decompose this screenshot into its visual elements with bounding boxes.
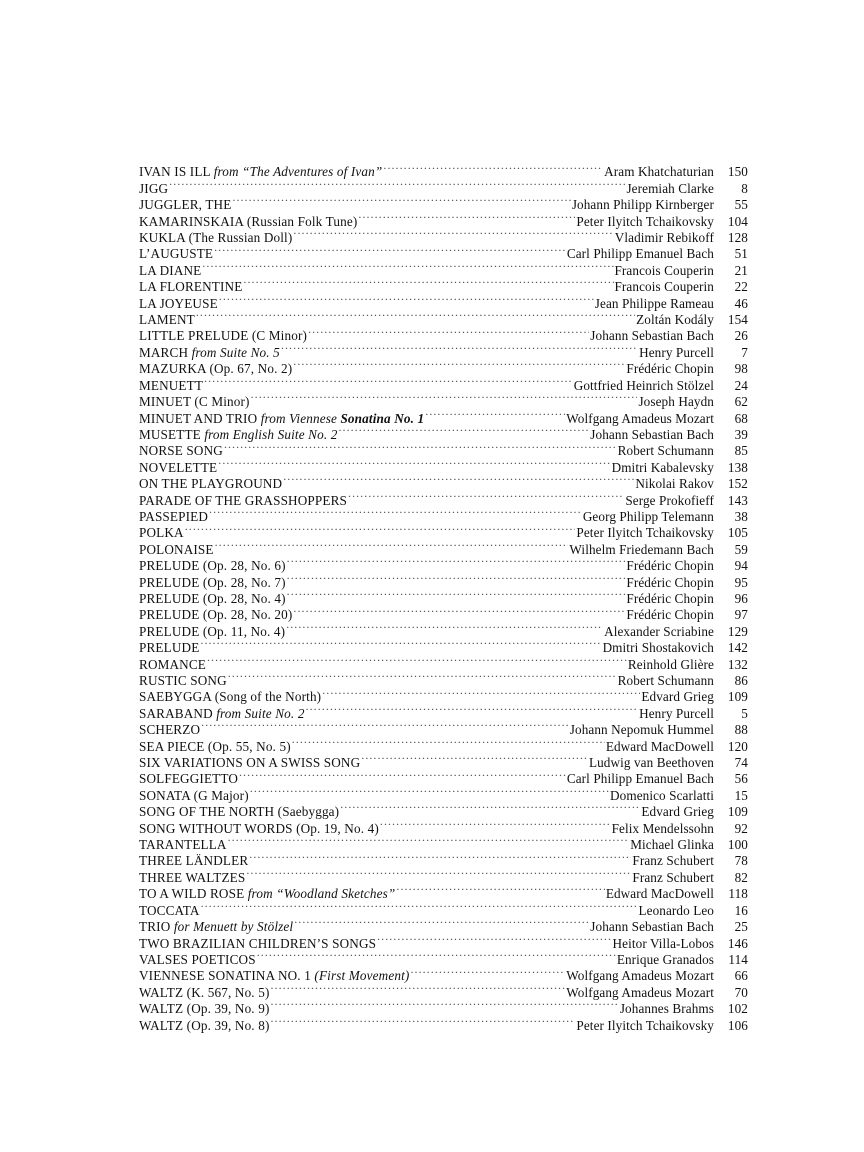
dot-leader (218, 455, 610, 471)
dot-leader (215, 537, 569, 553)
entry-composer: Domenico Scarlatti (610, 787, 714, 803)
dot-leader (196, 308, 635, 324)
entry-title (139, 919, 293, 935)
entry-title (139, 952, 256, 968)
entry-title-source: for Menuett by Stölzel (173, 919, 294, 935)
entry-composer: Heitor Villa-Lobos (612, 935, 714, 951)
entry-title-main: PASSEPIED (139, 508, 209, 524)
entry-title-main: PRELUDE (Op. 28, No. 20) (139, 607, 293, 623)
entry-page-number: 82 (734, 869, 748, 885)
entry-title-main: PRELUDE (Op. 11, No. 4) (139, 623, 286, 639)
entry-page-number: 46 (734, 295, 748, 311)
entry-page-number: 106 (727, 1017, 748, 1033)
entry-page-number: 38 (734, 508, 748, 524)
entry-title-main: VIENNESE SONATINA NO. 1 (139, 968, 315, 984)
entry-title-main: SEA PIECE (Op. 55, No. 5) (139, 738, 291, 754)
entry-page-number: 7 (741, 344, 748, 360)
entry-page-number: 129 (727, 623, 748, 639)
entry-composer: Francois Couperin (614, 262, 714, 278)
entry-page-number: 95 (734, 574, 748, 590)
entry-page-number: 88 (734, 722, 748, 738)
entry-composer: Henry Purcell (639, 344, 714, 360)
entry-title-main: MAZURKA (Op. 67, No. 2) (139, 361, 293, 377)
entry-title-main: ROMANCE (139, 656, 206, 672)
entry-title (139, 394, 250, 410)
entry-page-number: 114 (728, 951, 748, 967)
entry-composer: Johann Philipp Kirnberger (571, 197, 714, 213)
dot-leader (209, 505, 582, 521)
dot-leader (348, 488, 624, 504)
entry-title-main: SAEBYGGA (Song of the North) (139, 689, 322, 705)
entry-title-source: from Suite No. 5 (191, 344, 280, 360)
dot-leader (287, 554, 626, 570)
entry-title-main: SIX VARIATIONS ON A SWISS SONG (139, 755, 361, 771)
entry-title (139, 197, 231, 213)
entry-page-number: 16 (734, 902, 748, 918)
entry-title-main: POLONAISE (139, 541, 214, 557)
dot-leader (185, 521, 576, 537)
entry-title-main: KAMARINSKAIA (Russian Folk Tune) (139, 213, 358, 229)
entry-title (139, 525, 184, 541)
entry-title-main: NORSE SONG (139, 443, 223, 459)
dot-leader (201, 898, 638, 914)
entry-composer: Franz Schubert (632, 869, 714, 885)
entry-page-number: 5 (741, 705, 748, 721)
entry-composer: Alexander Scriabine (604, 623, 714, 639)
entry-composer: Edvard Grieg (641, 689, 714, 705)
dot-leader (287, 587, 626, 603)
entry-page-number: 100 (727, 837, 748, 853)
entry-title-main: WALTZ (Op. 39, No. 9) (139, 1001, 270, 1017)
entry-composer: Gottfried Heinrich Stölzel (573, 377, 714, 393)
entry-title-main: POLKA (139, 525, 184, 541)
entry-title-main: TWO BRAZILIAN CHILDREN’S SONGS (139, 935, 377, 951)
entry-composer: Enrique Granados (616, 951, 714, 967)
dot-leader (169, 176, 625, 192)
entry-page-number: 92 (734, 820, 748, 836)
dot-leader (292, 734, 605, 750)
entry-composer: Reinhold Glière (627, 656, 714, 672)
entry-page-number: 51 (734, 246, 748, 262)
dot-leader (377, 931, 611, 947)
entry-title (139, 985, 270, 1001)
dot-leader (201, 718, 569, 734)
entry-title (139, 575, 286, 591)
entry-title-main: L’AUGUSTE (139, 246, 214, 262)
dot-leader (383, 160, 603, 176)
entry-page-number: 86 (734, 673, 748, 688)
entry-title (139, 542, 214, 558)
entry-title (139, 771, 238, 787)
entry-composer: Henry Purcell (639, 705, 714, 721)
dot-leader (204, 373, 573, 389)
dot-leader (239, 767, 566, 783)
entry-composer: Wolfgang Amadeus Mozart (566, 968, 714, 984)
entry-title (139, 853, 248, 869)
entry-page-number: 143 (727, 492, 748, 508)
entry-composer: Edward MacDowell (605, 738, 714, 754)
entry-page-number: 15 (734, 787, 748, 803)
entry-page-number: 55 (734, 197, 748, 213)
entry-page-number: 85 (734, 443, 748, 459)
entry-composer: Zoltán Kodály (636, 312, 714, 328)
entry-title-main: PRELUDE (Op. 28, No. 6) (139, 558, 286, 574)
entry-title-main: MINUET AND TRIO (139, 410, 261, 426)
dot-leader (322, 685, 640, 701)
entry-page-number: 138 (727, 459, 748, 475)
entry-page-number: 56 (734, 771, 748, 787)
entry-title-main: SOLFEGGIETTO (139, 771, 238, 787)
dot-leader (340, 800, 640, 816)
entry-page-number: 152 (727, 476, 748, 492)
entry-composer: Frédéric Chopin (626, 558, 714, 574)
entry-composer: Frédéric Chopin (626, 607, 714, 623)
entry-page-number: 26 (734, 328, 748, 344)
entry-title-work: Sonatina No. 1 (340, 410, 425, 426)
entry-composer: Dmitri Kabalevsky (611, 459, 714, 475)
dot-leader (425, 406, 565, 422)
entry-title-main: SARABAND (139, 705, 217, 721)
entry-title (139, 657, 206, 673)
entry-page-number: 146 (727, 935, 748, 951)
entry-page-number: 109 (727, 804, 748, 820)
entry-page-number: 25 (734, 919, 748, 935)
dot-leader (271, 997, 619, 1013)
entry-title-main: PRELUDE (139, 640, 200, 656)
dot-leader (271, 980, 566, 996)
entry-title-main: WALTZ (Op. 39, No. 8) (139, 1017, 270, 1033)
entry-title (139, 788, 249, 804)
entry-page-number: 21 (734, 262, 748, 278)
entry-title (139, 673, 227, 689)
entry-title (139, 804, 339, 820)
dot-leader (287, 570, 626, 586)
entry-page-number: 66 (734, 968, 748, 984)
entry-title-main: SONG OF THE NORTH (Saebygga) (139, 804, 340, 820)
entry-title-main: TARANTELLA (139, 837, 227, 853)
entry-title (139, 591, 286, 607)
entry-composer: Frédéric Chopin (626, 590, 714, 606)
entry-title-main: MENUETT (139, 377, 204, 393)
dot-leader (249, 849, 631, 865)
entry-composer: Jeremiah Clarke (626, 180, 714, 196)
dot-leader (200, 636, 601, 652)
dot-leader (214, 242, 566, 258)
dot-leader (396, 882, 604, 898)
entry-title (139, 263, 201, 279)
entry-composer: Leonardo Leo (638, 902, 714, 918)
entry-composer: Felix Mendelssohn (611, 820, 714, 836)
entry-page-number: 128 (727, 230, 748, 246)
entry-page-number: 59 (734, 541, 748, 557)
entry-title (139, 312, 195, 328)
entry-composer: Robert Schumann (617, 443, 714, 459)
entry-title (139, 181, 168, 197)
entry-title-main: NOVELETTE (139, 459, 218, 475)
dot-leader (243, 275, 613, 291)
entry-page-number: 22 (734, 279, 748, 295)
entry-composer: Francois Couperin (614, 279, 714, 295)
entry-title (139, 1018, 270, 1034)
entry-title-source: from Suite No. 2 (216, 705, 305, 721)
entry-title (139, 689, 321, 705)
index-entry-row (139, 160, 748, 180)
dot-leader (250, 783, 609, 799)
dot-leader (219, 291, 594, 307)
entry-composer: Johann Sebastian Bach (590, 426, 714, 442)
entry-composer: Jean Philippe Rameau (594, 295, 714, 311)
entry-title-main: LA DIANE (139, 262, 202, 278)
dot-leader (228, 669, 617, 685)
entry-composer: Serge Prokofieff (625, 492, 714, 508)
entry-page-number: 74 (734, 755, 748, 771)
index-entry-list (139, 160, 748, 1033)
entry-page-number: 39 (734, 426, 748, 442)
entry-page-number: 98 (734, 361, 748, 377)
dot-leader (308, 324, 589, 340)
entry-title (139, 558, 286, 574)
entry-page-number: 120 (727, 738, 748, 754)
dot-leader (228, 833, 630, 849)
dot-leader (251, 390, 638, 406)
entry-title-main: VALSES POETICOS (139, 951, 256, 967)
dot-leader (281, 340, 638, 356)
entry-title-source: from English Suite No. 2 (204, 426, 338, 442)
entry-title (139, 640, 199, 656)
entry-composer: Dmitri Shostakovich (602, 640, 714, 656)
entry-composer: Georg Philipp Telemann (582, 508, 714, 524)
dot-leader (202, 258, 613, 274)
entry-title (139, 443, 223, 459)
entry-composer: Johann Nepomuk Hummel (569, 722, 714, 738)
entry-title (139, 1001, 270, 1017)
entry-composer: Aram Khatchaturian (604, 164, 714, 180)
entry-composer: Frédéric Chopin (626, 574, 714, 590)
entry-title-main: WALTZ (K. 567, No. 5) (139, 984, 270, 1000)
entry-title (139, 837, 227, 853)
entry-title (139, 903, 200, 919)
dot-leader (207, 652, 627, 668)
entry-title-main: PRELUDE (Op. 28, No. 7) (139, 574, 286, 590)
entry-composer: Peter Ilyitch Tchaikovsky (576, 525, 714, 541)
entry-title (139, 739, 291, 755)
entry-composer: Johannes Brahms (619, 1001, 714, 1017)
entry-composer: Peter Ilyitch Tchaikovsky (576, 213, 714, 229)
dot-leader (286, 619, 603, 635)
dot-leader (358, 209, 575, 225)
entry-title-main: TOCCATA (139, 902, 200, 918)
entry-title (139, 870, 245, 886)
entry-composer: Ludwig van Beethoven (588, 755, 714, 771)
dot-leader (257, 948, 616, 964)
entry-composer: Wilhelm Friedemann Bach (569, 541, 714, 557)
entry-composer: Frédéric Chopin (626, 361, 714, 377)
entry-title-main: MARCH (139, 344, 192, 360)
dot-leader (283, 472, 634, 488)
entry-title (139, 722, 200, 738)
entry-composer: Edward MacDowell (605, 886, 714, 902)
entry-title-main: JUGGLER, THE (139, 197, 232, 213)
entry-title-source: from Viennese (260, 410, 341, 426)
entry-title-main: LITTLE PRELUDE (C Minor) (139, 328, 308, 344)
dot-leader (380, 816, 611, 832)
entry-page-number: 97 (734, 607, 748, 623)
entry-page-number: 78 (734, 853, 748, 869)
entry-title-main: LAMENT (139, 312, 195, 328)
entry-title-main: KUKLA (The Russian Doll) (139, 230, 293, 246)
entry-title-main: TRIO (139, 919, 174, 935)
dot-leader (338, 423, 589, 439)
entry-title-main: JIGG (139, 180, 169, 196)
entry-composer: Nikolai Rakov (635, 476, 714, 492)
entry-composer: Franz Schubert (632, 853, 714, 869)
entry-page-number: 132 (727, 656, 748, 672)
entry-composer: Carl Philipp Emanuel Bach (566, 246, 714, 262)
entry-title-main: SONG WITHOUT WORDS (Op. 19, No. 4) (139, 820, 379, 836)
entry-title-main: IVAN IS ILL (139, 164, 214, 180)
entry-title-source: from “The Adventures of Ivan” (213, 164, 383, 180)
entry-page-number: 94 (734, 558, 748, 574)
dot-leader (224, 439, 617, 455)
entry-page-number: 68 (734, 410, 748, 426)
dot-leader (293, 226, 613, 242)
dot-leader (410, 964, 565, 980)
entry-title-source: from “Woodland Sketches” (247, 886, 396, 902)
entry-composer: Johann Sebastian Bach (590, 919, 714, 935)
entry-page-number: 8 (741, 180, 748, 196)
dot-leader (246, 865, 631, 881)
entry-page-number: 24 (734, 377, 748, 393)
entry-page-number: 142 (727, 640, 748, 656)
entry-composer: Vladimir Rebikoff (614, 230, 714, 246)
entry-title (139, 345, 280, 361)
entry-page-number: 62 (734, 394, 748, 410)
entry-composer: Joseph Haydn (638, 394, 714, 410)
dot-leader (294, 915, 589, 931)
entry-page-number: 109 (727, 689, 748, 705)
entry-title-main: MINUET (C Minor) (139, 394, 250, 410)
entry-title-main: LA FLORENTINE (139, 279, 243, 295)
entry-title-main: LA JOYEUSE (139, 295, 218, 311)
entry-composer: Michael Glinka (630, 837, 714, 853)
dot-leader (271, 1013, 576, 1029)
entry-page-number: 70 (734, 984, 748, 1000)
dot-leader (293, 357, 625, 373)
entry-page-number: 118 (728, 886, 748, 902)
entry-page-number: 104 (727, 213, 748, 229)
entry-page-number: 96 (734, 590, 748, 606)
entry-title-main: PARADE OF THE GRASSHOPPERS (139, 492, 348, 508)
dot-leader (232, 193, 570, 209)
entry-composer: Edvard Grieg (641, 804, 714, 820)
entry-title-main: MUSETTE (139, 426, 205, 442)
entry-title-main: THREE LÄNDLER (139, 853, 249, 869)
entry-page-number: 102 (727, 1001, 748, 1017)
entry-title-main: SONATA (G Major) (139, 787, 249, 803)
entry-title (139, 476, 282, 492)
entry-composer: Carl Philipp Emanuel Bach (566, 771, 714, 787)
dot-leader (361, 751, 588, 767)
entry-title-main: THREE WALTZES (139, 869, 246, 885)
entry-composer: Robert Schumann (617, 673, 714, 688)
entry-title-source: (First Movement) (314, 968, 410, 984)
entry-title-main: RUSTIC SONG (139, 673, 227, 688)
entry-title-main: SCHERZO (139, 722, 201, 738)
entry-composer: Wolfgang Amadeus Mozart (566, 410, 714, 426)
entry-page-number: 154 (727, 312, 748, 328)
entry-page-number: 150 (727, 164, 748, 180)
entry-page-number: 105 (727, 525, 748, 541)
entry-title (139, 378, 203, 394)
entry-title-main: TO A WILD ROSE (139, 886, 248, 902)
entry-title-main: PRELUDE (Op. 28, No. 4) (139, 590, 286, 606)
dot-leader (306, 701, 639, 717)
entry-title (139, 607, 292, 623)
entry-composer: Wolfgang Amadeus Mozart (566, 984, 714, 1000)
dot-leader (293, 603, 625, 619)
entry-title (139, 460, 217, 476)
entry-composer: Johann Sebastian Bach (590, 328, 714, 344)
entry-composer: Peter Ilyitch Tchaikovsky (576, 1017, 714, 1033)
entry-title-main: ON THE PLAYGROUND (139, 476, 283, 492)
